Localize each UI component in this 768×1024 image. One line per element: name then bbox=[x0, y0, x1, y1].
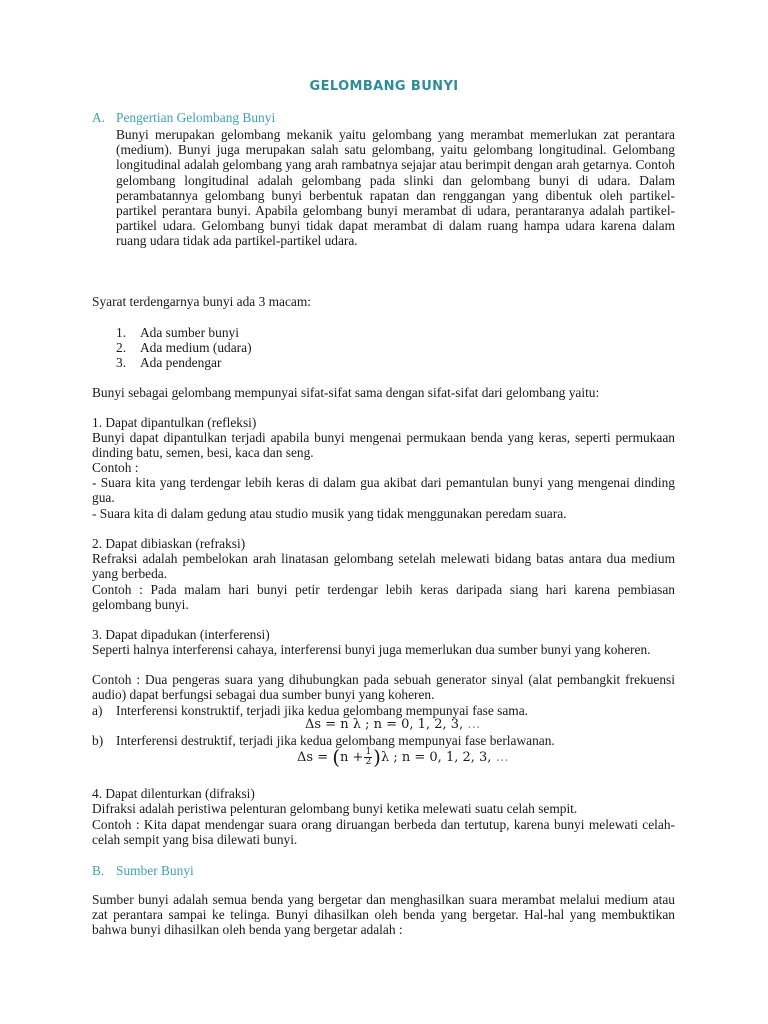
formula-constructive bbox=[305, 717, 480, 732]
item-a-label: a) bbox=[92, 703, 103, 718]
sifat3-contoh: Contoh : Dua pengeras suara yang dihubungkan pada sebuah generator sinyal (alat pembangkit frekuensi audio) dapat berfungsi sebagai dua sumber bunyi yang koheren. bbox=[92, 672, 675, 703]
list-item: 2. Ada medium (udara) bbox=[116, 340, 252, 356]
sifat4-heading: 4. Dapat dilenturkan (difraksi) bbox=[92, 786, 255, 801]
formula-b-lhs: Δs = bbox=[297, 750, 333, 765]
fraction-denominator: 2 bbox=[365, 757, 372, 767]
sifat1-example-1: - Suara kita yang terdengar lebih keras di dalam gua akibat dari pemantulan bunyi yang mengenai dinding gua. bbox=[92, 475, 675, 506]
formula-b-dots: … bbox=[495, 750, 509, 765]
section-b-letter: B. bbox=[92, 863, 105, 878]
section-a-paragraph: Bunyi merupakan gelombang mekanik yaitu gelombang yang merambat memerlukan zat perantara (medium). Bunyi juga merupakan salah satu gelombang, yaitu gelombang longitudinal. Gelombang longitudinal adalah gelombang yang arah rambatnya sejajar atau berimpit dengan arah getarnya. Contoh gelombang longitudinal adalah gelombang pada slinki dan gelombang bunyi di udara. Dalam perambatannya gelombang bunyi berbentuk rapatan dan renggangan yang dibentuk oleh partikel-partikel perantara bunyi. Apabila gelombang bunyi merambat di udara, perantaranya adalah partikel-partikel udara. Gelombang bunyi tidak dapat merambat di dalam ruang hampa udara karena dalam ruang udara tidak ada partikel-partikel udara. bbox=[116, 127, 675, 249]
sifat4-text: Difraksi adalah peristiwa pelenturan gelombang bunyi ketika melewati suatu celah sempit. bbox=[92, 801, 578, 816]
fraction-numerator: 1 bbox=[365, 747, 372, 757]
formula-a-dots: … bbox=[467, 717, 481, 732]
sifat3-heading: 3. Dapat dipadukan (interferensi) bbox=[92, 627, 270, 642]
sifat2-contoh: Contoh : Pada malam hari bunyi petir terdengar lebih keras daripada siang hari karena pembiasan gelombang bunyi. bbox=[92, 582, 675, 613]
syarat-list bbox=[116, 325, 252, 371]
section-a-title: Pengertian Gelombang Bunyi bbox=[116, 110, 276, 125]
formula-a-lhs: Δs = n λ bbox=[305, 717, 361, 732]
formula-b-lambda: λ bbox=[380, 750, 390, 765]
syarat-intro: Syarat terdengarnya bunyi ada 3 macam: bbox=[92, 294, 311, 309]
section-a-letter: A. bbox=[92, 110, 106, 125]
list-item: 3. Ada pendengar bbox=[116, 355, 222, 371]
formula-destructive bbox=[297, 744, 509, 769]
sifat1-example-2: - Suara kita di dalam gedung atau studio musik yang tidak menggunakan peredam suara. bbox=[92, 506, 567, 521]
left-paren: ( bbox=[332, 744, 341, 769]
sifat1-text: Bunyi dapat dipantulkan terjadi apabila bunyi mengenai permukaan benda yang keras, seperti permukaan dinding batu, semen, besi, kaca dan seng. bbox=[92, 430, 675, 461]
sifat-intro: Bunyi sebagai gelombang mempunyai sifat-sifat sama dengan sifat-sifat dari gelombang yaitu: bbox=[92, 385, 600, 400]
sifat3-item-b bbox=[92, 733, 675, 748]
item-a-text: Interferensi konstruktif, terjadi jika kedua gelombang mempunyai fase sama. bbox=[116, 703, 528, 718]
sifat1-contoh-label: Contoh : bbox=[92, 460, 139, 475]
formula-b-n: n + bbox=[340, 750, 364, 765]
section-a-heading bbox=[92, 110, 675, 125]
formula-a-rhs: ; n = 0, 1, 2, 3, bbox=[360, 717, 464, 732]
section-b-heading bbox=[92, 863, 675, 878]
sifat2-text: Refraksi adalah pembelokan arah linatasan gelombang setelah melewati bidang batas antara dua medium yang berbeda. bbox=[92, 551, 675, 582]
fraction bbox=[364, 748, 372, 767]
sifat1-heading: 1. Dapat dipantulkan (refleksi) bbox=[92, 415, 257, 430]
item-b-label: b) bbox=[92, 733, 104, 748]
sifat3-text: Seperti halnya interferensi cahaya, interferensi bunyi juga memerlukan dua sumber bunyi yang koheren. bbox=[92, 642, 651, 657]
formula-b-rhs: ; n = 0, 1, 2, 3, bbox=[389, 750, 492, 765]
list-item: 1. Ada sumber bunyi bbox=[116, 325, 239, 340]
sifat3-item-a bbox=[92, 703, 675, 718]
item-b-text: Interferensi destruktif, terjadi jika kedua gelombang mempunyai fase berlawanan. bbox=[116, 733, 555, 748]
right-paren: ) bbox=[373, 744, 381, 769]
sifat4-contoh: Contoh : Kita dapat mendengar suara orang diruangan berbeda dan tertutup, karena bunyi melewati celah-celah sempit yang bisa dilewati bunyi. bbox=[92, 817, 675, 848]
document-title: GELOMBANG BUNYI bbox=[309, 79, 459, 94]
sifat2-heading: 2. Dapat dibiaskan (refraksi) bbox=[92, 536, 246, 551]
section-b-paragraph: Sumber bunyi adalah semua benda yang bergetar dan menghasilkan suara merambat melalui medium atau zat perantara sampai ke telinga. Bunyi dihasilkan oleh benda yang bergetar. Hal-hal yang membuktikan bahwa bunyi dihasilkan oleh benda yang bergetar adalah : bbox=[92, 892, 675, 938]
section-b-title: Sumber Bunyi bbox=[116, 863, 194, 878]
